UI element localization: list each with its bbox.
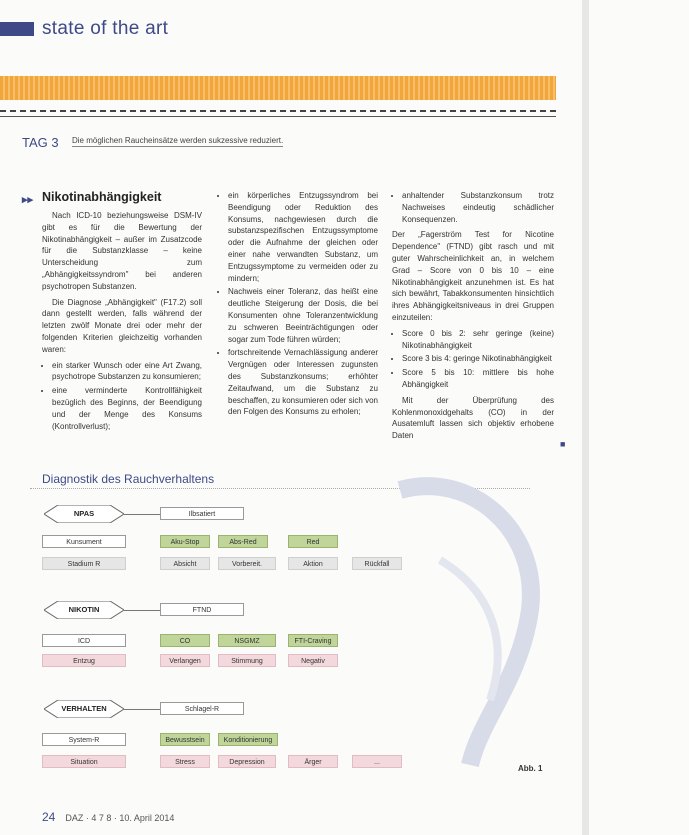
diagram-box: Abs-Red <box>218 535 268 548</box>
diagram-box: Kunsument <box>42 535 126 548</box>
list-item: • ein körperliches Entzugssyndrom bei Beendigung oder Reduktion des Konsums, nachgewiesen durch die substanzspezifischen Entzugssymptome oder die Aufnahme der gleichen oder einer nahe verwandten Substanz, um Entzugssymptome zu vermeiden oder zu mindern; <box>228 190 378 284</box>
diagram-box: Ilbsatiert <box>160 507 244 520</box>
diagram-box: Konditionierung <box>218 733 278 746</box>
diamond-label: VERHALTEN <box>61 704 107 713</box>
footer-text: DAZ · 4 7 8 · 10. April 2014 <box>65 813 175 823</box>
diagram-box: Aku-Stop <box>160 535 210 548</box>
list-item: • Score 3 bis 4: geringe Nikotinabhängigkeit <box>402 353 554 365</box>
connector-line <box>124 610 160 611</box>
diagram-box: FTI-Craving <box>288 634 338 647</box>
tag-text: Die möglichen Raucheinsätze werden sukzessive reduziert. <box>72 136 284 145</box>
list-item: • Score 0 bis 2: sehr geringe (keine) Nikotinabhängigkeit <box>402 328 554 352</box>
list-item: • anhaltender Substanzkonsum trotz Nachweises eindeutig schädlicher Konsequenzen. <box>402 190 554 225</box>
criteria-list <box>392 190 554 225</box>
diagram-box: Depression <box>218 755 276 768</box>
diagram-box: Entzug <box>42 654 126 667</box>
diagram-box: Verlangen <box>160 654 210 667</box>
connector-line <box>124 709 160 710</box>
list-item: • eine verminderte Kontrollfähigkeit bezüglich des Beginns, der Beendigung und der Menge des Konsums (Kontrollverlust); <box>52 385 202 432</box>
paragraph: Der „Fagerström Test for Nicotine Dependence" (FTND) gibt rasch und mit guter Wahrscheinlichkeit an, in welchem Grad – Score von 0 bis 10 – eine Nikotinabhängigkeit anzunehmen ist. Es hat sich bewährt, Tabakkonsumenten hinsichtlich ihres Abhängigkeitsniveaus in drei Gruppen einzuteilen: <box>392 230 554 322</box>
list-item: • ein starker Wunsch oder eine Art Zwang, psychotrope Substanzen zu konsumieren; <box>52 360 202 384</box>
section-heading: Nikotinabhängigkeit <box>42 190 162 204</box>
page-number: 24 <box>42 810 56 824</box>
page-footer <box>42 810 174 824</box>
section-title: state of the art <box>42 18 169 39</box>
divider <box>0 116 556 117</box>
paragraph: Die Diagnose „Abhängigkeit" (F17.2) soll dann gestellt werden, falls während der letzten zwölf Monate drei oder mehr der folgenden Kriterien gleichzeitig vorhanden waren: <box>42 297 202 354</box>
diamond-label: NPAS <box>73 509 95 518</box>
diagram-box: Stress <box>160 755 210 768</box>
diagram-box: Vorbereit. <box>218 557 276 570</box>
section-arrow-icon: ▸▸ <box>22 194 34 206</box>
list-item: • Nachweis einer Toleranz, das heißt eine deutliche Steigerung der Dosis, die bei Konsumenten ohne Toleranzentwicklung zu schweren Beeinträchtigungen oder sogar zum Tode führen würden; <box>228 286 378 345</box>
decorative-band <box>0 76 556 100</box>
paragraph: Mit der Überprüfung des Kohlenmonoxidgehalts (CO) in der Ausatemluft lassen sich objektiv erhobene Daten <box>392 395 554 441</box>
diagram-diamond <box>44 601 124 619</box>
end-mark-icon: ■ <box>560 439 566 449</box>
diagram-box: Rückfall <box>352 557 402 570</box>
diagram-box: NSGMZ <box>218 634 276 647</box>
list-item: • fortschreitende Vernachlässigung anderer Vergnügen oder Interessen zugunsten des Substanzkonsums; erhöhter Zeitaufwand, um die Substanz zu beschaffen, zu konsumieren oder sich von den Folgen des Konsums zu erholen; <box>228 347 378 418</box>
connector-line <box>124 514 160 515</box>
score-list <box>392 328 554 391</box>
diagram-box: Aktion <box>288 557 338 570</box>
diagram-box: Stimmung <box>218 654 276 667</box>
diagram-box: Ärger <box>288 755 338 768</box>
diagram-box: ICD <box>42 634 126 647</box>
diagram-box: Stadium R <box>42 557 126 570</box>
divider <box>0 110 556 112</box>
diagram-box: Negativ <box>288 654 338 667</box>
diagram-box: Bewusstsein <box>160 733 210 746</box>
text-column-1 <box>42 210 202 436</box>
diagram-title: Diagnostik des Rauchverhaltens <box>42 472 215 486</box>
diagram-box: CO <box>160 634 210 647</box>
diagram-box: FTND <box>160 603 244 616</box>
diagram-box: ... <box>352 755 402 768</box>
decorative-watermark <box>380 470 550 770</box>
diamond-label: NIKOTIN <box>68 605 100 614</box>
header-accent-bar <box>0 22 34 36</box>
diagram-box: Situation <box>42 755 126 768</box>
page-edge <box>582 0 589 835</box>
criteria-list <box>42 360 202 433</box>
diagram-box: System-R <box>42 733 126 746</box>
figure-label: Abb. 1 <box>518 764 543 773</box>
paragraph: Nach ICD-10 beziehungsweise DSM-IV gibt es für die Bewertung der Nikotinabhängigkeit – außer im Zusatzcode für die Substanzklasse – keine Unterscheidung zum „Abhängigkeitssyndrom" bei anderen psychotropen Substanzen. <box>42 211 202 291</box>
list-item: • Score 5 bis 10: mittlere bis hohe Abhängigkeit <box>402 367 554 391</box>
diagram-diamond <box>44 700 124 718</box>
diagram-box: Red <box>288 535 338 548</box>
text-column-3 <box>392 190 554 446</box>
diagram-box: Schlagel-R <box>160 702 244 715</box>
diagram-diamond <box>44 505 124 523</box>
text-column-2 <box>218 190 378 422</box>
tag-label: TAG 3 <box>22 135 59 150</box>
criteria-list <box>218 190 378 418</box>
diagram-box: Absicht <box>160 557 210 570</box>
